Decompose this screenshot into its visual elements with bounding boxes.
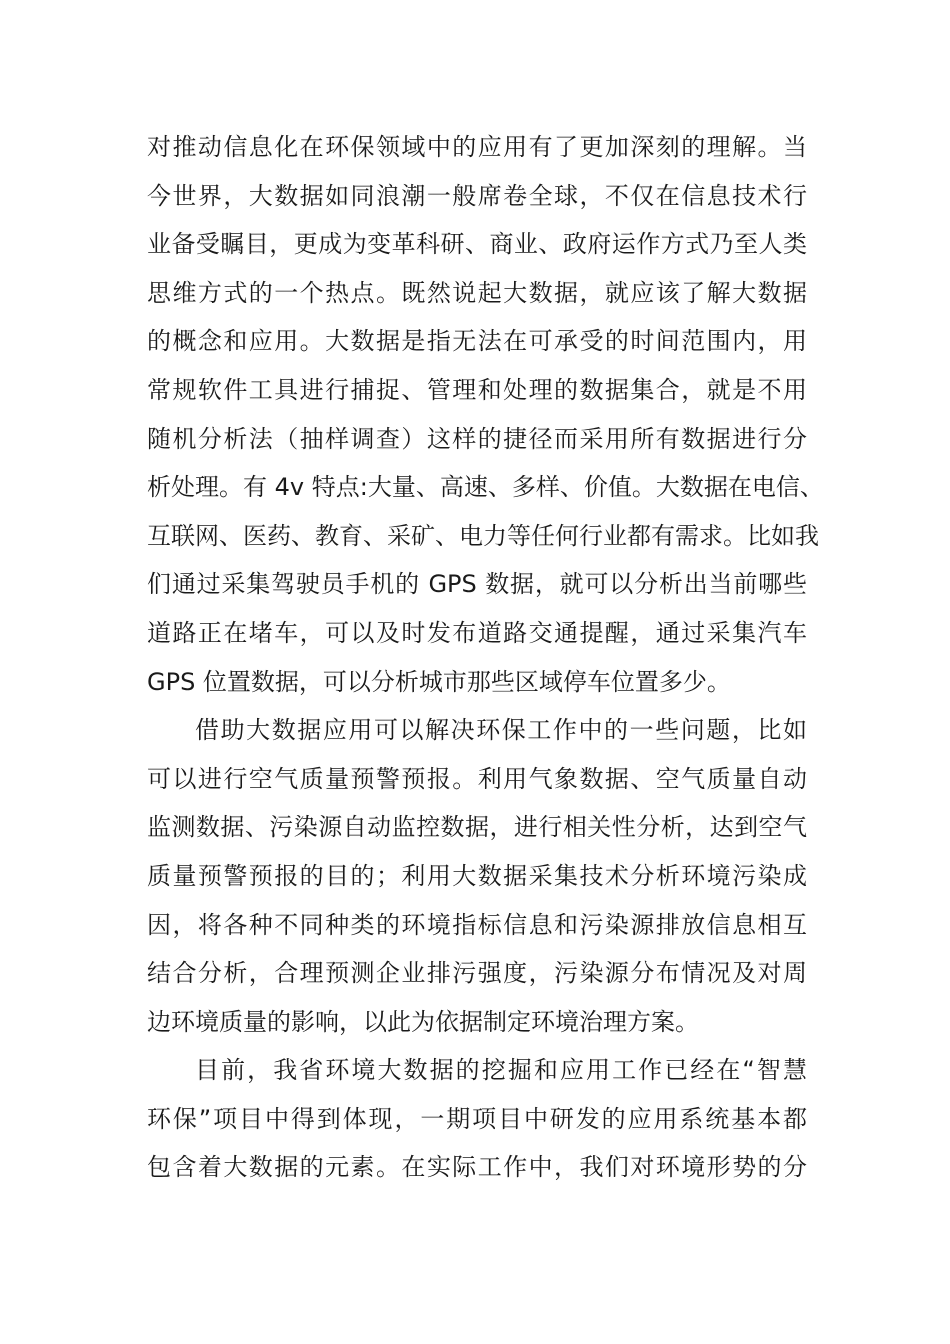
- paragraph-2-line-6: 结合分析，合理预测企业排污强度，污染源分布情况及对周: [147, 959, 807, 988]
- paragraph-3-line-1: 目前，我省环境大数据的挖掘和应用工作已经在“智慧: [195, 1056, 807, 1085]
- paragraph-1-line-9: 互联网、医药、教育、采矿、电力等任何行业都有需求。比如我: [147, 521, 819, 550]
- paragraph-1-line-4: 思维方式的一个热点。既然说起大数据，就应该了解大数据: [147, 278, 807, 307]
- paragraph-3-line-3: 包含着大数据的元素。在实际工作中，我们对环境形势的分: [147, 1153, 807, 1182]
- paragraph-2-line-4: 质量预警预报的目的；利用大数据采集技术分析环境污染成: [147, 861, 807, 890]
- paragraph-2-line-3: 监测数据、污染源自动监控数据，进行相关性分析，达到空气: [147, 813, 807, 842]
- paragraph-1-line-5: 的概念和应用。大数据是指无法在可承受的时间范围内，用: [147, 327, 807, 356]
- paragraph-2-line-1: 借助大数据应用可以解决环保工作中的一些问题，比如: [195, 716, 807, 745]
- paragraph-1-line-1: 对推动信息化在环保领域中的应用有了更加深刻的理解。当: [147, 133, 807, 161]
- paragraph-1-line-11: 道路正在堵车，可以及时发布道路交通提醒，通过采集汽车: [147, 618, 807, 647]
- paragraph-1-line-10: 们通过采集驾驶员手机的 GPS 数据，就可以分析出当前哪些: [147, 570, 807, 599]
- paragraph-1-line-7: 随机分析法（抽样调查）这样的捷径而采用所有数据进行分: [147, 424, 807, 453]
- paragraph-2-line-7: 边环境质量的影响，以此为依据制定环境治理方案。: [147, 1007, 699, 1036]
- paragraph-1-line-12: GPS 位置数据，可以分析城市那些区域停车位置多少。: [147, 667, 731, 696]
- paragraph-2-line-2: 可以进行空气质量预警预报。利用气象数据、空气质量自动: [147, 764, 807, 793]
- paragraph-1-line-8: 析处理。有 4v 特点:大量、高速、多样、价值。大数据在电信、: [147, 473, 824, 502]
- paragraph-3-line-2: 环保”项目中得到体现，一期项目中研发的应用系统基本都: [147, 1104, 807, 1133]
- paragraph-2-line-5: 因，将各种不同种类的环境指标信息和污染源排放信息相互: [147, 910, 807, 939]
- paragraph-1-line-6: 常规软件工具进行捕捉、管理和处理的数据集合，就是不用: [147, 375, 807, 404]
- paragraph-1-line-2: 今世界，大数据如同浪潮一般席卷全球，不仅在信息技术行: [147, 181, 807, 210]
- paragraph-1-line-3: 业备受瞩目，更成为变革科研、商业、政府运作方式乃至人类: [147, 230, 807, 259]
- document-body: [147, 123, 824, 1192]
